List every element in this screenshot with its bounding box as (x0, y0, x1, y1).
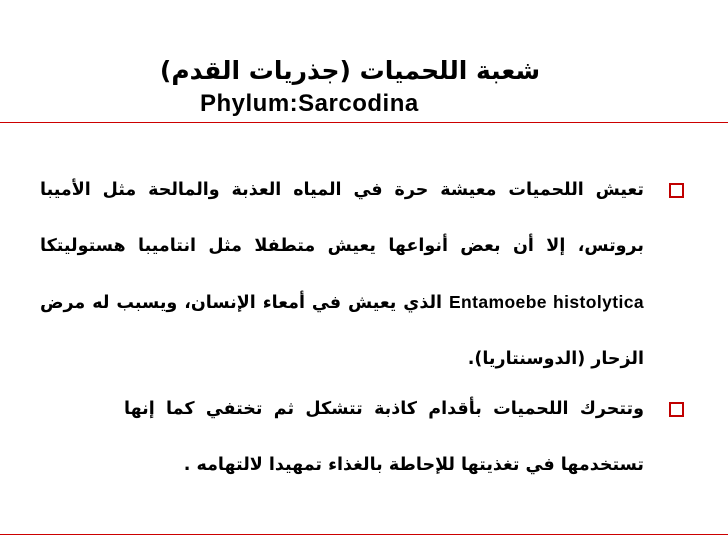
bullet-box-icon (669, 183, 684, 198)
bottom-divider-line (0, 534, 728, 535)
bullet-1-latin-term: Entamoebe histolytica (448, 292, 644, 312)
title-arabic: شعبة اللحميات (جذريات القدم) (159, 56, 541, 85)
bullet-box-icon (669, 402, 684, 417)
bullet-paragraph-2: وتتحرك اللحميات بأقدام كاذبة تتشكل ثم تختفي كما إنها تستخدمها في تغذيتها للإحاطة بالغذاء تمهيدا لالتهامه . (124, 399, 644, 475)
bullet-1-text-after: الذي يعيش في أمعاء الإنسان، ويسبب له مرض الزحار (الدوسنتاريا). (40, 293, 644, 369)
title-english: Phylum:Sarcodina (200, 90, 419, 117)
bullet-paragraph-1 (40, 162, 644, 387)
bullet-1-text-before: تعيش اللحميات معيشة حرة في المياه العذبة والمالحة مثل الأميبا بروتس، إلا أن بعض أنواعها يعيش متطفلا مثل انتاميبا هستوليتكا (40, 180, 644, 256)
top-divider-line (0, 122, 728, 123)
